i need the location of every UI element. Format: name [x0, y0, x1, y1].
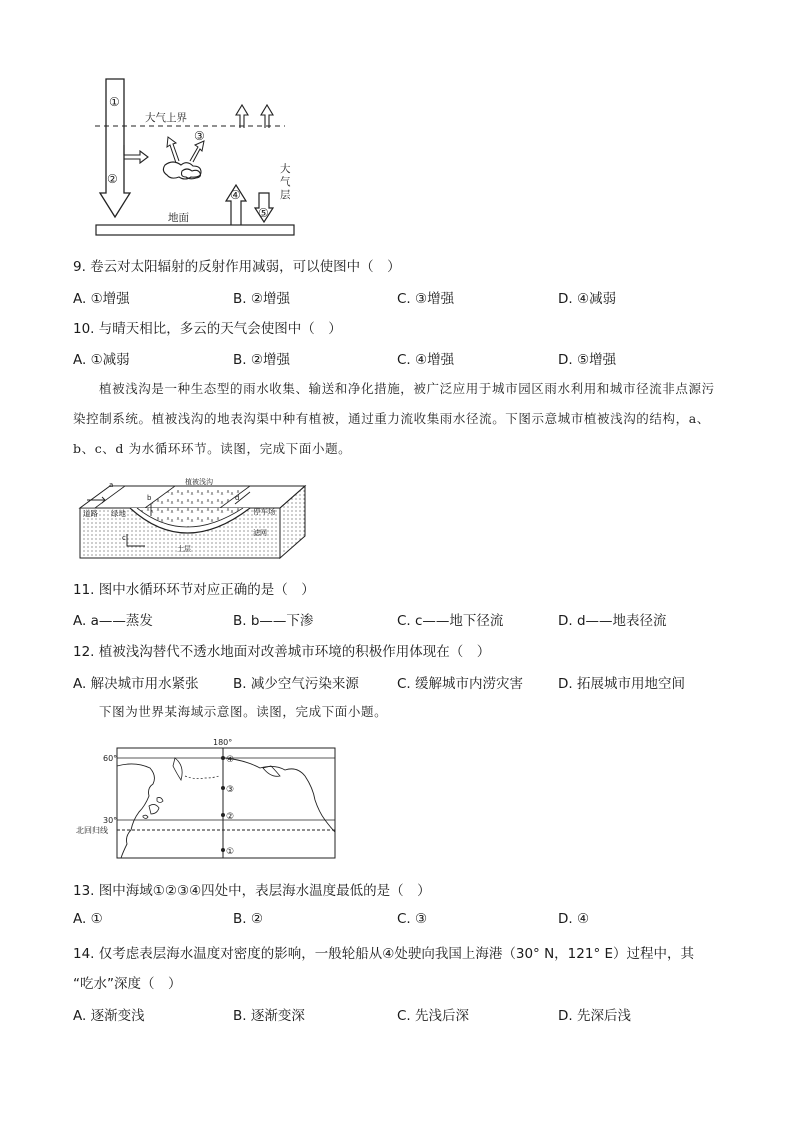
q14-option-b[interactable]: B. 逐渐变深 [233, 1008, 305, 1024]
question-14-stem-line1: 14. 仅考虑表层海水温度对密度的影响，一般轮船从④处驶向我国上海港（30° N，121° E）过程中，其 [73, 946, 695, 962]
point-3 [221, 786, 225, 790]
label-tropic: 北回归线 [76, 826, 108, 835]
q10-option-b[interactable]: B. ②增强 [233, 352, 290, 368]
label-lat30: 30° [103, 816, 118, 825]
q11-option-c[interactable]: C. c——地下径流 [397, 613, 504, 629]
question-10-stem: 10. 与晴天相比，多云的天气会使图中（ ） [73, 321, 342, 337]
label-n2: ② [107, 172, 118, 186]
label-parking: 停车场 [253, 507, 276, 516]
reflect-arrow-3a [167, 137, 179, 163]
label-atmos-2: 气 [280, 176, 291, 188]
q10-option-c[interactable]: C. ④增强 [397, 352, 455, 368]
label-n4: ④ [230, 188, 241, 202]
label-atmos-1: 大 [280, 163, 291, 175]
q13-option-d[interactable]: D. ④ [558, 911, 590, 927]
q13-option-b[interactable]: B. ② [233, 911, 263, 927]
ground-strip [96, 225, 294, 235]
q9-option-d[interactable]: D. ④减弱 [558, 291, 617, 307]
q11-option-b[interactable]: B. b——下渗 [233, 613, 314, 629]
question-12-stem: 12. 植被浅沟替代不透水地面对改善城市环境的积极作用体现在（ ） [73, 644, 491, 660]
cloud-icon [163, 162, 201, 179]
label-n3: ③ [194, 129, 205, 143]
point-4 [221, 756, 225, 760]
q12-option-a[interactable]: A. 解决城市用水紧张 [73, 676, 199, 692]
label-road: 道路 [83, 509, 98, 518]
q12-option-b[interactable]: B. 减少空气污染来源 [233, 676, 359, 692]
q9-option-a[interactable]: A. ①增强 [73, 291, 130, 307]
label-n5: ⑤ [258, 206, 269, 220]
q10-option-d[interactable]: D. ⑤增强 [558, 352, 617, 368]
q9-option-b[interactable]: B. ②增强 [233, 291, 290, 307]
point-1 [221, 848, 225, 852]
label-pipe: 滤网 [253, 529, 267, 537]
q13-option-c[interactable]: C. ③ [397, 911, 428, 927]
q11-option-d[interactable]: D. d——地表径流 [558, 613, 667, 629]
label-b: b [147, 494, 152, 502]
reflect-arrow [124, 145, 148, 163]
reflect-arrow-3b [190, 141, 204, 162]
point-2 [221, 813, 225, 817]
q14-option-a[interactable]: A. 逐渐变浅 [73, 1008, 145, 1024]
atmosphere-diagram [90, 75, 300, 245]
q9-option-c[interactable]: C. ③增强 [397, 291, 455, 307]
label-n3: ③ [226, 785, 235, 795]
label-lat60: 60° [103, 754, 118, 763]
q12-option-d[interactable]: D. 拓展城市用地空间 [558, 676, 685, 692]
label-n2: ② [226, 812, 235, 822]
label-green: 绿地 [111, 509, 126, 518]
q14-option-d[interactable]: D. 先深后浅 [558, 1008, 631, 1024]
passage-vegetated-swale: 植被浅沟是一种生态型的雨水收集、输送和净化措施，被广泛应用于城市园区雨水利用和城市径流非点源污染控制系统。植被浅沟的地表沟渠中种有植被，通过重力流收集雨水径流。下图示意城市植被浅沟的结构，a、b、c、d 为水循环环节。读图，完成下面小题。 [73, 381, 715, 456]
q10-option-a[interactable]: A. ①减弱 [73, 352, 130, 368]
label-upper-boundary: 大气上界 [145, 112, 187, 124]
label-lon180: 180° [213, 738, 233, 747]
label-d: d [235, 494, 240, 502]
question-11-stem: 11. 图中水循环环节对应正确的是（ ） [73, 582, 315, 598]
label-a: a [109, 481, 114, 489]
q14-option-c[interactable]: C. 先浅后深 [397, 1008, 470, 1024]
swale-diagram [75, 478, 310, 560]
label-soil: 土层 [177, 545, 191, 553]
label-c: c [122, 534, 126, 542]
q11-option-a[interactable]: A. a——蒸发 [73, 613, 153, 629]
label-swale: 植被浅沟 [185, 478, 213, 486]
sea-area-map [75, 736, 340, 861]
label-n1: ① [109, 95, 120, 109]
up-arrow-small-1 [236, 105, 248, 128]
passage-sea-area: 下图为世界某海域示意图。读图，完成下面小题。 [99, 704, 388, 719]
question-14-stem-line2: “吃水”深度（ ） [73, 976, 182, 992]
label-atmos-3: 层 [280, 189, 291, 201]
up-arrow-small-2 [261, 105, 273, 128]
q13-option-a[interactable]: A. ① [73, 911, 103, 927]
label-ground: 地面 [168, 212, 189, 224]
label-n1: ① [226, 847, 235, 857]
question-9-stem: 9. 卷云对太阳辐射的反射作用减弱，可以使图中（ ） [73, 259, 401, 275]
q12-option-c[interactable]: C. 缓解城市内涝灾害 [397, 676, 524, 692]
question-13-stem: 13. 图中海域①②③④四处中，表层海水温度最低的是（ ） [73, 883, 431, 899]
label-n4: ④ [226, 755, 235, 765]
